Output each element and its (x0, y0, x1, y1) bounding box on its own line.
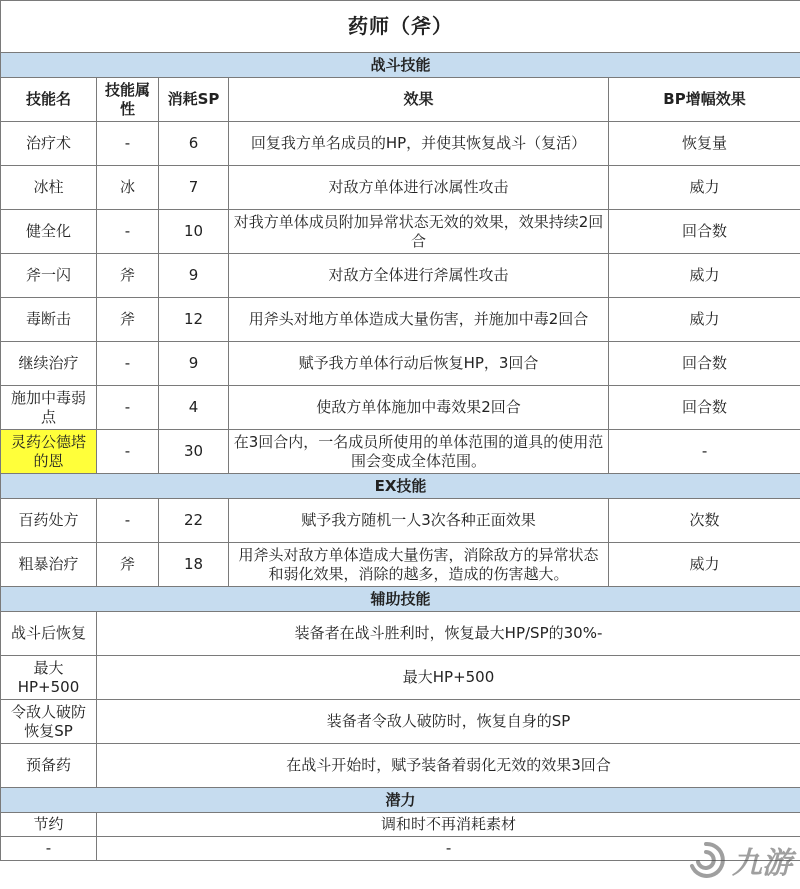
table-row (1, 837, 800, 861)
header-sp: 消耗SP (159, 78, 229, 122)
skill-attr: - (97, 210, 159, 254)
skill-sp: 7 (159, 166, 229, 210)
support-name: 令敌人破防恢复SP (1, 700, 97, 744)
skill-sp: 4 (159, 386, 229, 430)
support-name: 最大HP+500 (1, 656, 97, 700)
table-row (1, 166, 800, 210)
header-attr: 技能属性 (97, 78, 159, 122)
skill-bp: 威力 (609, 166, 800, 210)
skill-sp: 18 (159, 543, 229, 587)
skill-bp: 威力 (609, 543, 800, 587)
skill-name: 健全化 (1, 210, 97, 254)
skill-bp: 次数 (609, 499, 800, 543)
potential-effect: 调和时不再消耗素材 (97, 813, 800, 837)
table-row (1, 499, 800, 543)
page-title: 药师（斧） (1, 1, 800, 53)
potential-name: 节约 (1, 813, 97, 837)
table-row (1, 122, 800, 166)
skill-attr: 冰 (97, 166, 159, 210)
table-row (1, 430, 800, 474)
table-row (1, 612, 800, 656)
skill-effect: 对敌方全体进行斧属性攻击 (229, 254, 609, 298)
support-effect: 在战斗开始时，赋予装备着弱化无效的效果3回合 (97, 744, 800, 788)
skill-attr: - (97, 342, 159, 386)
skill-name: 斧一闪 (1, 254, 97, 298)
skill-effect: 使敌方单体施加中毒效果2回合 (229, 386, 609, 430)
table-row (1, 744, 800, 788)
skill-bp: 回合数 (609, 342, 800, 386)
skill-sp: 22 (159, 499, 229, 543)
skill-attr: - (97, 122, 159, 166)
support-effect: 装备者令敌人破防时，恢复自身的SP (97, 700, 800, 744)
table-row (1, 700, 800, 744)
skill-effect: 赋予我方单体行动后恢复HP，3回合 (229, 342, 609, 386)
support-effect: 最大HP+500 (97, 656, 800, 700)
header-effect: 效果 (229, 78, 609, 122)
skill-effect: 赋予我方随机一人3次各种正面效果 (229, 499, 609, 543)
skill-bp: 威力 (609, 298, 800, 342)
skill-name-highlighted: 灵药公德塔的恩 (1, 430, 97, 474)
skill-bp: 回合数 (609, 210, 800, 254)
section-battle: 战斗技能 (1, 53, 800, 78)
support-name: 战斗后恢复 (1, 612, 97, 656)
skill-name: 继续治疗 (1, 342, 97, 386)
watermark-text: 九游 (732, 846, 792, 881)
table-row (1, 386, 800, 430)
skill-name: 冰柱 (1, 166, 97, 210)
skill-effect: 对敌方单体进行冰属性攻击 (229, 166, 609, 210)
skill-name: 毒断击 (1, 298, 97, 342)
skill-sp: 9 (159, 342, 229, 386)
section-support: 辅助技能 (1, 587, 800, 612)
skill-effect: 回复我方单名成员的HP，并使其恢复战斗（复活） (229, 122, 609, 166)
potential-name: - (1, 837, 97, 861)
skill-attr: 斧 (97, 254, 159, 298)
skill-sp: 30 (159, 430, 229, 474)
section-ex: EX技能 (1, 474, 800, 499)
table-row (1, 210, 800, 254)
header-name: 技能名 (1, 78, 97, 122)
skill-name: 治疗术 (1, 122, 97, 166)
skill-bp: 回合数 (609, 386, 800, 430)
support-effect: 装备者在战斗胜利时，恢复最大HP/SP的30%- (97, 612, 800, 656)
skill-name: 施加中毒弱点 (1, 386, 97, 430)
table-row (1, 656, 800, 700)
skill-bp: 恢复量 (609, 122, 800, 166)
skill-attr: 斧 (97, 543, 159, 587)
skill-effect: 对我方单体成员附加异常状态无效的效果，效果持续2回合 (229, 210, 609, 254)
skill-attr: 斧 (97, 298, 159, 342)
skill-bp: - (609, 430, 800, 474)
table-row (1, 813, 800, 837)
header-bp: BP增幅效果 (609, 78, 800, 122)
skill-name: 百药处方 (1, 499, 97, 543)
skill-bp: 威力 (609, 254, 800, 298)
table-row (1, 342, 800, 386)
section-potential: 潜力 (1, 788, 800, 813)
skill-effect: 用斧头对地方单体造成大量伤害，并施加中毒2回合 (229, 298, 609, 342)
skill-attr: - (97, 430, 159, 474)
skill-effect: 在3回合内，一名成员所使用的单体范围的道具的使用范围会变成全体范围。 (229, 430, 609, 474)
skill-sp: 6 (159, 122, 229, 166)
table-row (1, 254, 800, 298)
skill-attr: - (97, 499, 159, 543)
skill-attr: - (97, 386, 159, 430)
support-name: 预备药 (1, 744, 97, 788)
skill-effect: 用斧头对敌方单体造成大量伤害，消除敌方的异常状态和弱化效果，消除的越多，造成的伤害越大。 (229, 543, 609, 587)
skill-sp: 12 (159, 298, 229, 342)
skill-sp: 9 (159, 254, 229, 298)
skill-sp: 10 (159, 210, 229, 254)
potential-effect: - (97, 837, 800, 861)
table-row (1, 298, 800, 342)
table-row (1, 543, 800, 587)
skill-name: 粗暴治疗 (1, 543, 97, 587)
